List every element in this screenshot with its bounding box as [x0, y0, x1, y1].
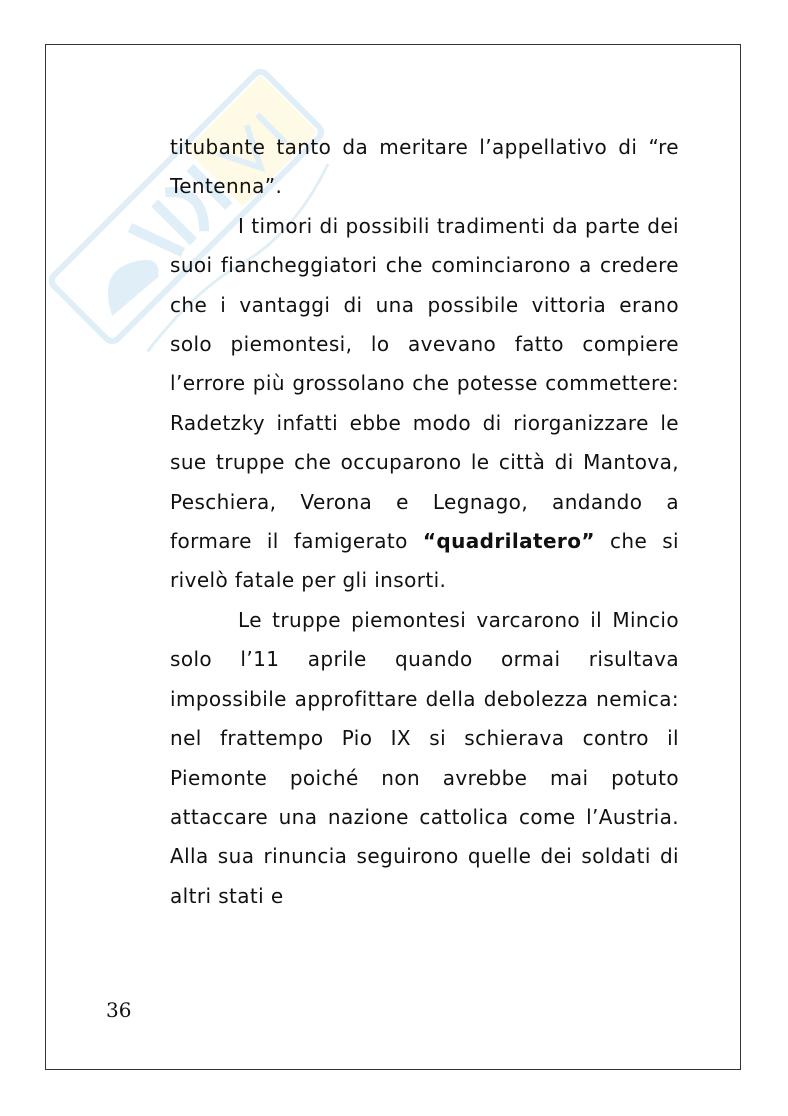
text-segment: I timori di possibili tradimenti da parte dei suoi fiancheggiatori che cominciarono a credere che i vantaggi di una possibile vittoria erano solo piemontesi, lo avevano fatto compiere l’errore più grossolano che potesse commettere: Radetzky infatti ebbe modo di riorganizzare le sue truppe che occuparono le città di Mantova, Peschiera, Verona e Legnago, andando a formare il famigerato — [170, 213, 679, 554]
paragraph-3 — [170, 601, 679, 916]
text-segment: titubante tanto da meritare l’appellativo di “re Tentenna”. — [170, 135, 679, 199]
body-text — [170, 128, 679, 916]
paragraph-1 — [170, 128, 679, 207]
text-segment: che si rivelò fatale per gli insorti. — [170, 529, 680, 593]
page-number: 36 — [106, 998, 132, 1022]
text-segment: Le truppe piemontesi varcarono il Mincio solo l’11 aprile quando ormai risultava impossibile approfittare della debolezza nemica: nel frattempo Pio IX si schierava contro il Piemonte poiché non avrebbe mai potuto attaccare una nazione cattolica come l’Austria. Alla sua rinuncia seguirono quelle dei soldati di altri stati e — [170, 607, 679, 908]
bold-term: “quadrilatero” — [422, 529, 595, 554]
paragraph-2 — [170, 207, 679, 601]
